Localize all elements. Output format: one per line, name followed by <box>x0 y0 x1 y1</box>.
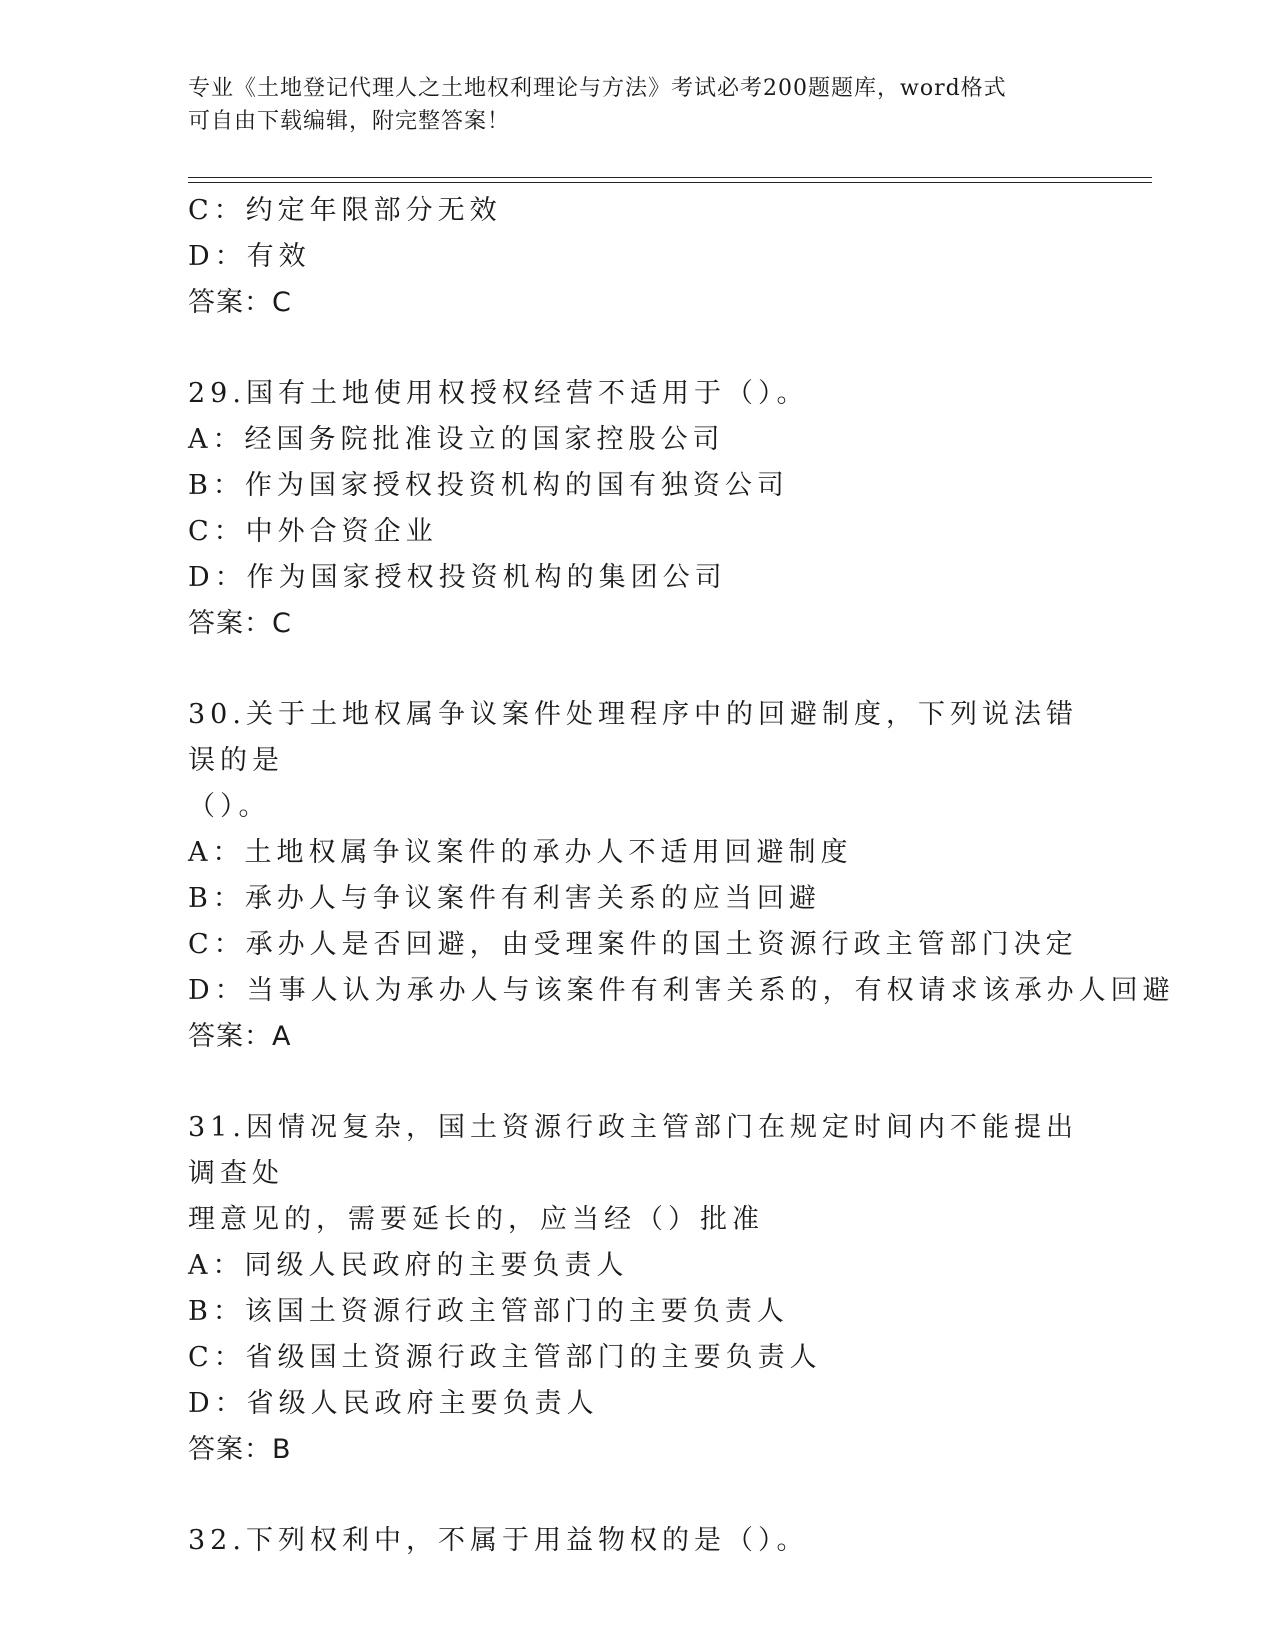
question-29 <box>188 371 1088 647</box>
question-stem-continued: （）。 <box>188 791 271 822</box>
option-b: B：作为国家授权投资机构的国有独资公司 <box>188 470 789 501</box>
option-d: D：作为国家授权投资机构的集团公司 <box>188 562 727 593</box>
option-c: C：约定年限部分无效 <box>188 195 502 226</box>
question-stem: 32.下列权利中，不属于用益物权的是（）。 <box>188 1525 809 1556</box>
question-32 <box>188 1518 1088 1564</box>
option-c: C：省级国土资源行政主管部门的主要负责人 <box>188 1342 822 1373</box>
question-30 <box>188 692 1175 1060</box>
question-stem-continued: 理意见的，需要延长的，应当经（）批准 <box>188 1204 764 1235</box>
question-28-continued <box>188 188 1088 326</box>
header-divider-bottom <box>188 182 1152 183</box>
option-d: D：有效 <box>188 241 311 272</box>
option-a: A：同级人民政府的主要负责人 <box>188 1250 629 1281</box>
option-d: D：当事人认为承办人与该案件有利害关系的，有权请求该承办人回避 <box>188 975 1175 1006</box>
header-divider-top <box>188 177 1152 178</box>
question-stem: 30.关于土地权属争议案件处理程序中的回避制度，下列说法错误的是 <box>188 699 1078 776</box>
document-header <box>188 72 1088 138</box>
question-31 <box>188 1105 1088 1473</box>
question-stem: 29.国有土地使用权授权经营不适用于（）。 <box>188 378 809 409</box>
option-c: C：中外合资企业 <box>188 516 438 547</box>
option-a: A：经国务院批准设立的国家控股公司 <box>188 424 725 455</box>
answer-line: 答案：C <box>188 608 292 639</box>
option-d: D：省级人民政府主要负责人 <box>188 1388 599 1419</box>
answer-line: 答案：B <box>188 1434 292 1465</box>
header-line-1: 专业《土地登记代理人之土地权利理论与方法》考试必考200题题库，word格式 <box>188 76 1007 101</box>
option-b: B：该国土资源行政主管部门的主要负责人 <box>188 1296 789 1327</box>
header-line-2: 可自由下载编辑，附完整答案！ <box>188 109 511 134</box>
document-body <box>188 188 1175 1564</box>
answer-line: 答案：A <box>188 1021 292 1052</box>
option-a: A：土地权属争议案件的承办人不适用回避制度 <box>188 837 853 868</box>
option-b: B：承办人与争议案件有利害关系的应当回避 <box>188 883 821 914</box>
question-stem: 31.因情况复杂，国土资源行政主管部门在规定时间内不能提出调查处 <box>188 1112 1078 1189</box>
answer-line: 答案：C <box>188 287 292 318</box>
option-c: C：承办人是否回避，由受理案件的国土资源行政主管部门决定 <box>188 929 1078 960</box>
